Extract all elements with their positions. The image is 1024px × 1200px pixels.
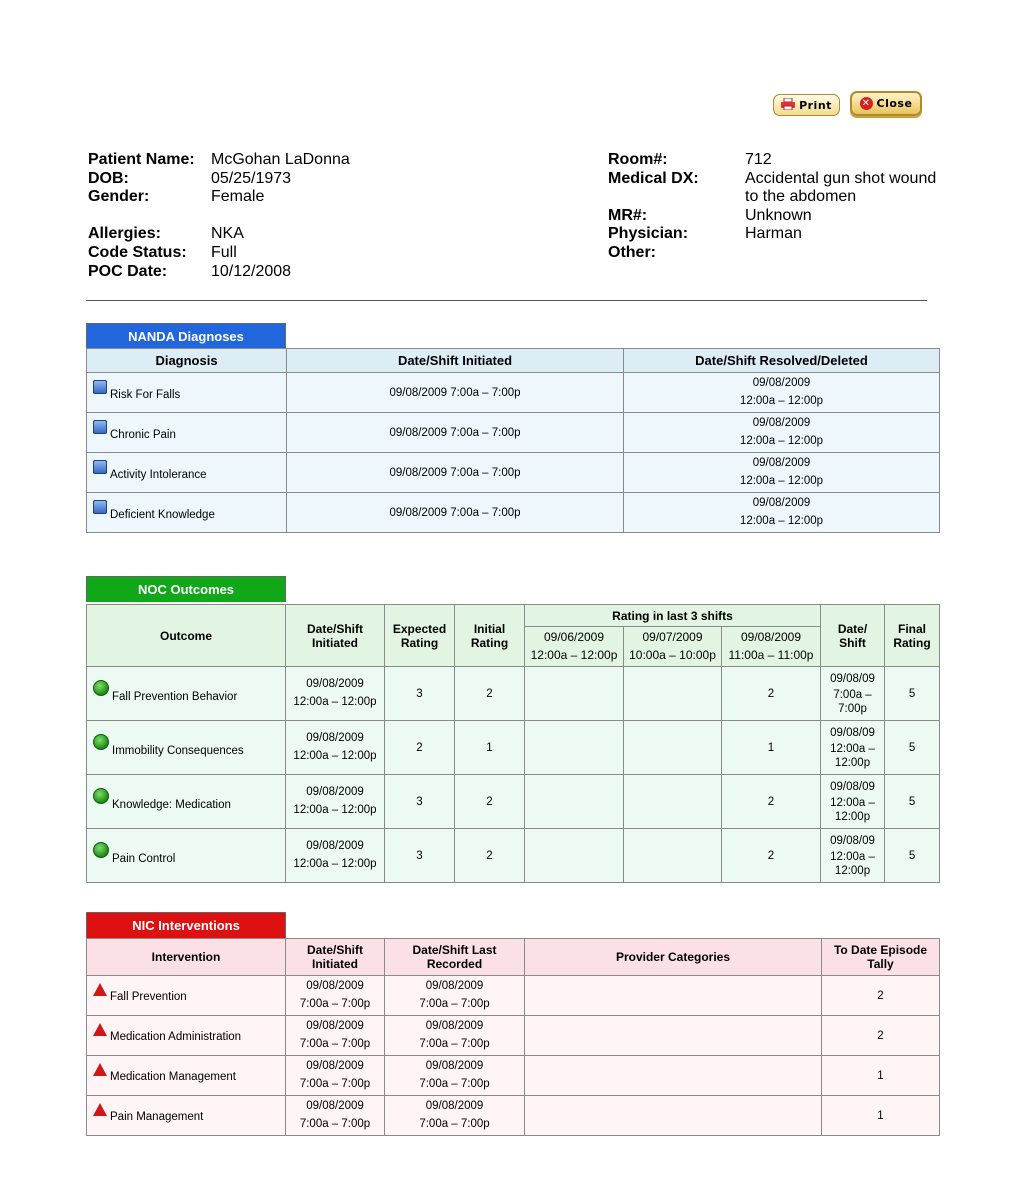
room-value: 712 [745,151,772,168]
patient-name-value: McGohan LaDonna [211,151,350,168]
table-row [87,721,940,775]
nanda-table [86,348,940,533]
initiated-cell: 09/08/2009 12:00a – 12:00p [286,721,385,775]
physician-row [608,225,945,244]
column-header: Date/Shift Resolved/Deleted [624,349,940,373]
patient-name-row [88,151,350,170]
other-row [608,244,945,263]
field-label: Physician: [608,225,689,243]
column-header: Intervention [87,939,286,976]
column-header: Provider Categories [525,939,822,976]
medical-dx-value: Accidental gun shot wound to the abdomen [745,169,937,206]
shift2-cell [624,775,722,829]
printer-icon [781,98,795,113]
column-header: Rating in last 3 shifts [525,605,821,627]
column-header: Outcome [87,605,286,667]
field-label: Allergies: [88,225,161,243]
noc-outcomes-tab[interactable]: NOC Outcomes [86,576,286,602]
field-label: Room#: [608,151,668,168]
column-header: Diagnosis [87,349,287,373]
table-row [87,493,940,533]
medical-dx-row [608,170,945,207]
shift2-cell [624,667,722,721]
final-cell: 5 [885,775,940,829]
last-recorded-cell: 09/08/2009 7:00a – 7:00p [385,1096,525,1136]
field-label: Code Status: [88,243,187,261]
table-row [87,1056,940,1096]
date-shift-cell: 09/08/09 12:00a – 12:00p [821,721,885,775]
allergies-value: NKA [211,225,244,243]
poc-date-row [88,263,350,282]
initiated-cell: 09/08/2009 7:00a – 7:00p [287,453,624,493]
table-row [87,1096,940,1136]
code-status-value: Full [211,243,237,261]
field-label: DOB: [88,169,129,187]
final-cell: 5 [885,829,940,883]
square-icon [93,500,107,514]
intervention-cell[interactable]: Medication Management [87,1056,286,1096]
shift2-cell [624,829,722,883]
shift-header: 09/07/2009 10:00a – 10:00p [624,627,722,667]
mr-row [608,207,945,226]
provider-cell [525,1016,822,1056]
shift1-cell [525,667,624,721]
column-header: Final Rating [885,605,940,667]
initiated-cell: 09/08/2009 7:00a – 7:00p [286,976,385,1016]
shift1-cell [525,775,624,829]
field-label: Gender: [88,188,150,206]
close-label: Close [876,97,913,110]
last-recorded-cell: 09/08/2009 7:00a – 7:00p [385,1016,525,1056]
resolved-cell: 09/08/2009 12:00a – 12:00p [624,413,940,453]
initiated-cell: 09/08/2009 12:00a – 12:00p [286,775,385,829]
final-cell: 5 [885,721,940,775]
shift3-cell: 1 [722,721,821,775]
diagnosis-cell[interactable]: Activity Intolerance [87,453,287,493]
initiated-cell: 09/08/2009 7:00a – 7:00p [287,413,624,453]
shift-header: 09/08/2009 11:00a – 11:00p [722,627,821,667]
initiated-cell: 09/08/2009 7:00a – 7:00p [287,493,624,533]
intervention-cell[interactable]: Medication Administration [87,1016,286,1056]
tally-cell: 2 [822,976,940,1016]
resolved-cell: 09/08/2009 12:00a – 12:00p [624,493,940,533]
nic-interventions-tab[interactable]: NIC Interventions [86,912,286,938]
tally-cell: 1 [822,1056,940,1096]
field-label: Medical DX: [608,169,699,187]
dob-value: 05/25/1973 [211,169,292,187]
green-circle-icon [93,680,109,696]
expected-cell: 3 [385,775,455,829]
date-shift-cell: 09/08/09 12:00a – 12:00p [821,775,885,829]
diagnosis-cell[interactable]: Risk For Falls [87,373,287,413]
initiated-cell: 09/08/2009 7:00a – 7:00p [287,373,624,413]
square-icon [93,420,107,434]
initiated-cell: 09/08/2009 12:00a – 12:00p [286,667,385,721]
tally-cell: 2 [822,1016,940,1056]
initiated-cell: 09/08/2009 7:00a – 7:00p [286,1016,385,1056]
square-icon [93,460,107,474]
date-shift-cell: 09/08/09 7:00a – 7:00p [821,667,885,721]
date-shift-cell: 09/08/09 12:00a – 12:00p [821,829,885,883]
table-row [87,413,940,453]
other-value [745,244,945,263]
provider-cell [525,1056,822,1096]
divider [86,300,927,301]
poc-date-value: 10/12/2008 [211,262,292,280]
allergies-row [88,225,350,244]
initiated-cell: 09/08/2009 12:00a – 12:00p [286,829,385,883]
initial-cell: 1 [455,721,525,775]
green-circle-icon [93,842,109,858]
nanda-diagnoses-tab[interactable]: NANDA Diagnoses [86,323,286,349]
field-label: Other: [608,243,656,261]
warning-triangle-icon [93,983,107,996]
nic-table [86,938,940,1136]
field-label: MR#: [608,206,648,224]
diagnosis-cell[interactable]: Chronic Pain [87,413,287,453]
column-header: To Date Episode Tally [822,939,940,976]
print-button[interactable] [773,94,840,116]
tally-cell: 1 [822,1096,940,1136]
shift3-cell: 2 [722,829,821,883]
gender-row [88,188,350,207]
close-button[interactable] [850,91,922,116]
diagnosis-cell[interactable]: Deficient Knowledge [87,493,287,533]
code-status-row [88,244,350,263]
shift-header: 09/06/2009 12:00a – 12:00p [525,627,624,667]
last-recorded-cell: 09/08/2009 7:00a – 7:00p [385,1056,525,1096]
shift1-cell [525,721,624,775]
shift3-cell: 2 [722,775,821,829]
initiated-cell: 09/08/2009 7:00a – 7:00p [286,1096,385,1136]
initial-cell: 2 [455,775,525,829]
column-header: Date/Shift Initiated [286,605,385,667]
table-row [87,667,940,721]
column-header: Date/ Shift [821,605,885,667]
provider-cell [525,976,822,1016]
outcome-cell[interactable]: Fall Prevention Behavior [87,667,286,721]
green-circle-icon [93,788,109,804]
column-header: Date/Shift Initiated [286,939,385,976]
warning-triangle-icon [93,1023,107,1036]
close-icon: ✕ [860,97,873,110]
table-row [87,976,940,1016]
outcome-cell[interactable]: Immobility Consequences [87,721,286,775]
dob-row [88,170,350,189]
column-header: Date/Shift Last Recorded [385,939,525,976]
gender-value: Female [211,188,265,206]
square-icon [93,380,107,394]
table-row [87,829,940,883]
outcome-cell[interactable]: Pain Control [87,829,286,883]
resolved-cell: 09/08/2009 12:00a – 12:00p [624,373,940,413]
green-circle-icon [93,734,109,750]
table-row [87,453,940,493]
intervention-cell[interactable]: Fall Prevention [87,976,286,1016]
column-header: Date/Shift Initiated [287,349,624,373]
initiated-cell: 09/08/2009 7:00a – 7:00p [286,1056,385,1096]
shift3-cell: 2 [722,667,821,721]
intervention-cell[interactable]: Pain Management [87,1096,286,1136]
last-recorded-cell: 09/08/2009 7:00a – 7:00p [385,976,525,1016]
expected-cell: 3 [385,829,455,883]
noc-table [86,604,940,883]
resolved-cell: 09/08/2009 12:00a – 12:00p [624,453,940,493]
physician-value: Harman [745,225,802,243]
print-label: Print [799,98,832,112]
warning-triangle-icon [93,1063,107,1076]
table-row [87,775,940,829]
column-header: Initial Rating [455,605,525,667]
table-row [87,1016,940,1056]
shift1-cell [525,829,624,883]
provider-cell [525,1096,822,1136]
field-label: Patient Name: [88,151,195,168]
outcome-cell[interactable]: Knowledge: Medication [87,775,286,829]
initial-cell: 2 [455,667,525,721]
patient-info-left [88,151,350,281]
expected-cell: 2 [385,721,455,775]
warning-triangle-icon [93,1103,107,1116]
shift2-cell [624,721,722,775]
initial-cell: 2 [455,829,525,883]
mr-value: Unknown [745,206,812,224]
field-label: POC Date: [88,262,168,280]
expected-cell: 3 [385,667,455,721]
column-header: Expected Rating [385,605,455,667]
room-row [608,151,945,170]
patient-info-right [608,151,945,263]
final-cell: 5 [885,667,940,721]
table-row [87,373,940,413]
